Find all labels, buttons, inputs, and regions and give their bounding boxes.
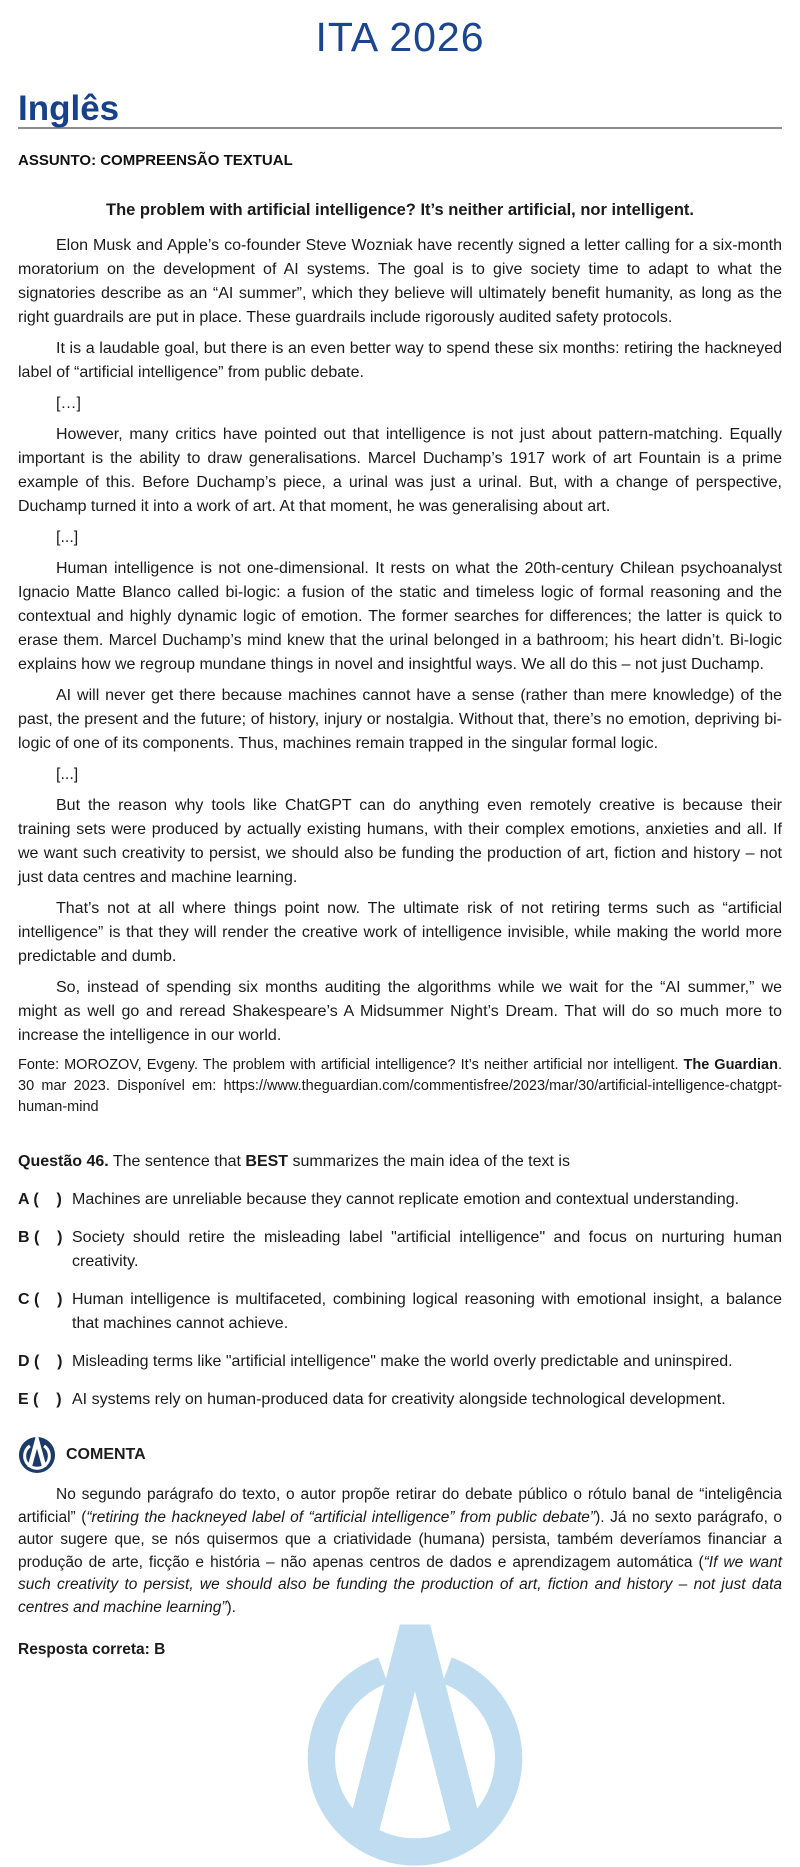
option-b-marker[interactable]: B ( ) bbox=[18, 1229, 63, 1246]
article-ellipsis: [...] bbox=[56, 766, 79, 783]
article-title: The problem with artificial intelligence? It’s neither artificial, nor intelligent. bbox=[106, 201, 694, 219]
article-paragraph: That’s not at all where things point now. The ultimate risk of not retiring terms such as “artificial intelligence” is that they will render the creative work of intelligence invisible, while making the world more predictable and dumb. bbox=[18, 900, 782, 965]
correct-answer: Resposta correta: B bbox=[18, 1641, 166, 1658]
article-ellipsis: [...] bbox=[56, 529, 79, 546]
option-c-marker[interactable]: C ( ) bbox=[18, 1291, 63, 1308]
exam-title: ITA 2026 bbox=[315, 14, 485, 60]
option-c-text: Human intelligence is multifaceted, combining logical reasoning with emotional insight, a balance that machines cannot achieve. bbox=[72, 1291, 782, 1332]
subject-heading: Inglês bbox=[18, 89, 120, 128]
article-paragraph: So, instead of spending six months auditing the algorithms while we wait for the “AI summer,” we might as well go and reread Shakespeare’s A Midsummer Night’s Dream. That will do so much more to increase the intelligence in our world. bbox=[18, 979, 782, 1044]
option-b-text: Society should retire the misleading label "artificial intelligence" and focus on nurturing human creativity. bbox=[72, 1229, 782, 1270]
article-paragraph: But the reason why tools like ChatGPT can do anything even remotely creative is because their training sets were produced by actually existing humans, with their complex emotions, anxieties and all. If we want such creativity to persist, we should also be funding the production of art, fiction and history – not just data centres and machine learning. bbox=[18, 797, 782, 886]
comenta-header bbox=[18, 1436, 782, 1474]
question-stem: Questão 46. The sentence that BEST summarizes the main idea of the text is bbox=[18, 1153, 570, 1170]
article-paragraph: However, many critics have pointed out that intelligence is not just about pattern-matching. Equally important is the ability to draw generalisations. Marcel Duchamp’s 1917 work of art Fountain is a prime example of this. Before Duchamp’s piece, a urinal was just a urinal. But, with a change of perspective, Duchamp turned it into a work of art. At that moment, he was generalising about art. bbox=[18, 426, 782, 515]
option-e-marker[interactable]: E ( ) bbox=[18, 1391, 62, 1408]
option-d-text: Misleading terms like "artificial intelligence" make the world overly predictable and uninspired. bbox=[72, 1353, 733, 1370]
article-paragraph: Human intelligence is not one-dimensional. It rests on what the 20th-century Chilean psychoanalyst Ignacio Matte Blanco called bi-logic: a fusion of the static and timeless logic of formal reasoning and the contextual and highly dynamic logic of emotion. The former searches for differences; the latter is quick to erase them. Marcel Duchamp’s mind knew that the urinal belonged in a bathroom; his heart didn’t. Bi-logic explains how we regroup mundane things in novel and insightful ways. We all do this – not just Duchamp. bbox=[18, 560, 782, 673]
option-b bbox=[18, 1226, 782, 1274]
option-a-marker[interactable]: A ( ) bbox=[18, 1191, 62, 1208]
page-content bbox=[0, 14, 800, 1659]
article-paragraph: AI will never get there because machines cannot have a sense (rather than mere knowledge) of the past, the present and the future; of history, injury or nostalgia. Without that, there’s no emotion, depriving bi-logic of one of its components. Thus, machines remain trapped in the singular formal logic. bbox=[18, 687, 782, 752]
option-d-marker[interactable]: D ( ) bbox=[18, 1353, 63, 1370]
option-c bbox=[18, 1288, 782, 1336]
source-citation: Fonte: MOROZOV, Evgeny. The problem with artificial intelligence? It’s neither artificial nor intelligent. The Guardian. 30 mar 2023. Disponível em: https://www.theguardian.com/commentisfree/2023/mar/30/artificial-intelligence-chatgpt-human-mind bbox=[18, 1057, 782, 1115]
subject-heading-row bbox=[18, 91, 782, 129]
article-paragraph: It is a laudable goal, but there is an even better way to spend these six months: retiring the hackneyed label of “artificial intelligence” from public debate. bbox=[18, 340, 782, 381]
option-e-text: AI systems rely on human-produced data for creativity alongside technological development. bbox=[72, 1391, 726, 1408]
comenta-text: No segundo parágrafo do texto, o autor propõe retirar do debate público o rótulo banal de “inteligência artificial” (“retiring the hackneyed label of “artificial intelligence” from public debate”). Já no sexto parágrafo, o autor sugere que, se nós quisermos que a criatividade (humana) persista, também deveríamos financiar a produção de arte, ficção e história – não apenas centros de dados e aprendizagem automática (“If we want such creativity to persist, we should also be funding the production of art, fiction and history – not just data centres and machine learning”). bbox=[18, 1486, 783, 1616]
article-paragraph: Elon Musk and Apple’s co-founder Steve Wozniak have recently signed a letter calling for a six-month moratorium on the development of AI systems. The goal is to give society time to adapt to what the signatories describe as an “AI summer”, which they believe will ultimately benefit humanity, as long as the right guardrails are put in place. These guardrails include rigorously audited safety protocols. bbox=[18, 237, 782, 326]
comenta-label: COMENTA bbox=[66, 1446, 146, 1463]
topic-label: ASSUNTO: COMPREENSÃO TEXTUAL bbox=[18, 152, 293, 169]
comenta-logo-icon bbox=[18, 1436, 56, 1474]
article-ellipsis: […] bbox=[56, 395, 81, 412]
option-e bbox=[18, 1388, 782, 1412]
option-a-text: Machines are unreliable because they cannot replicate emotion and contextual understanding. bbox=[72, 1191, 740, 1208]
option-a bbox=[18, 1188, 782, 1212]
option-d bbox=[18, 1350, 782, 1374]
